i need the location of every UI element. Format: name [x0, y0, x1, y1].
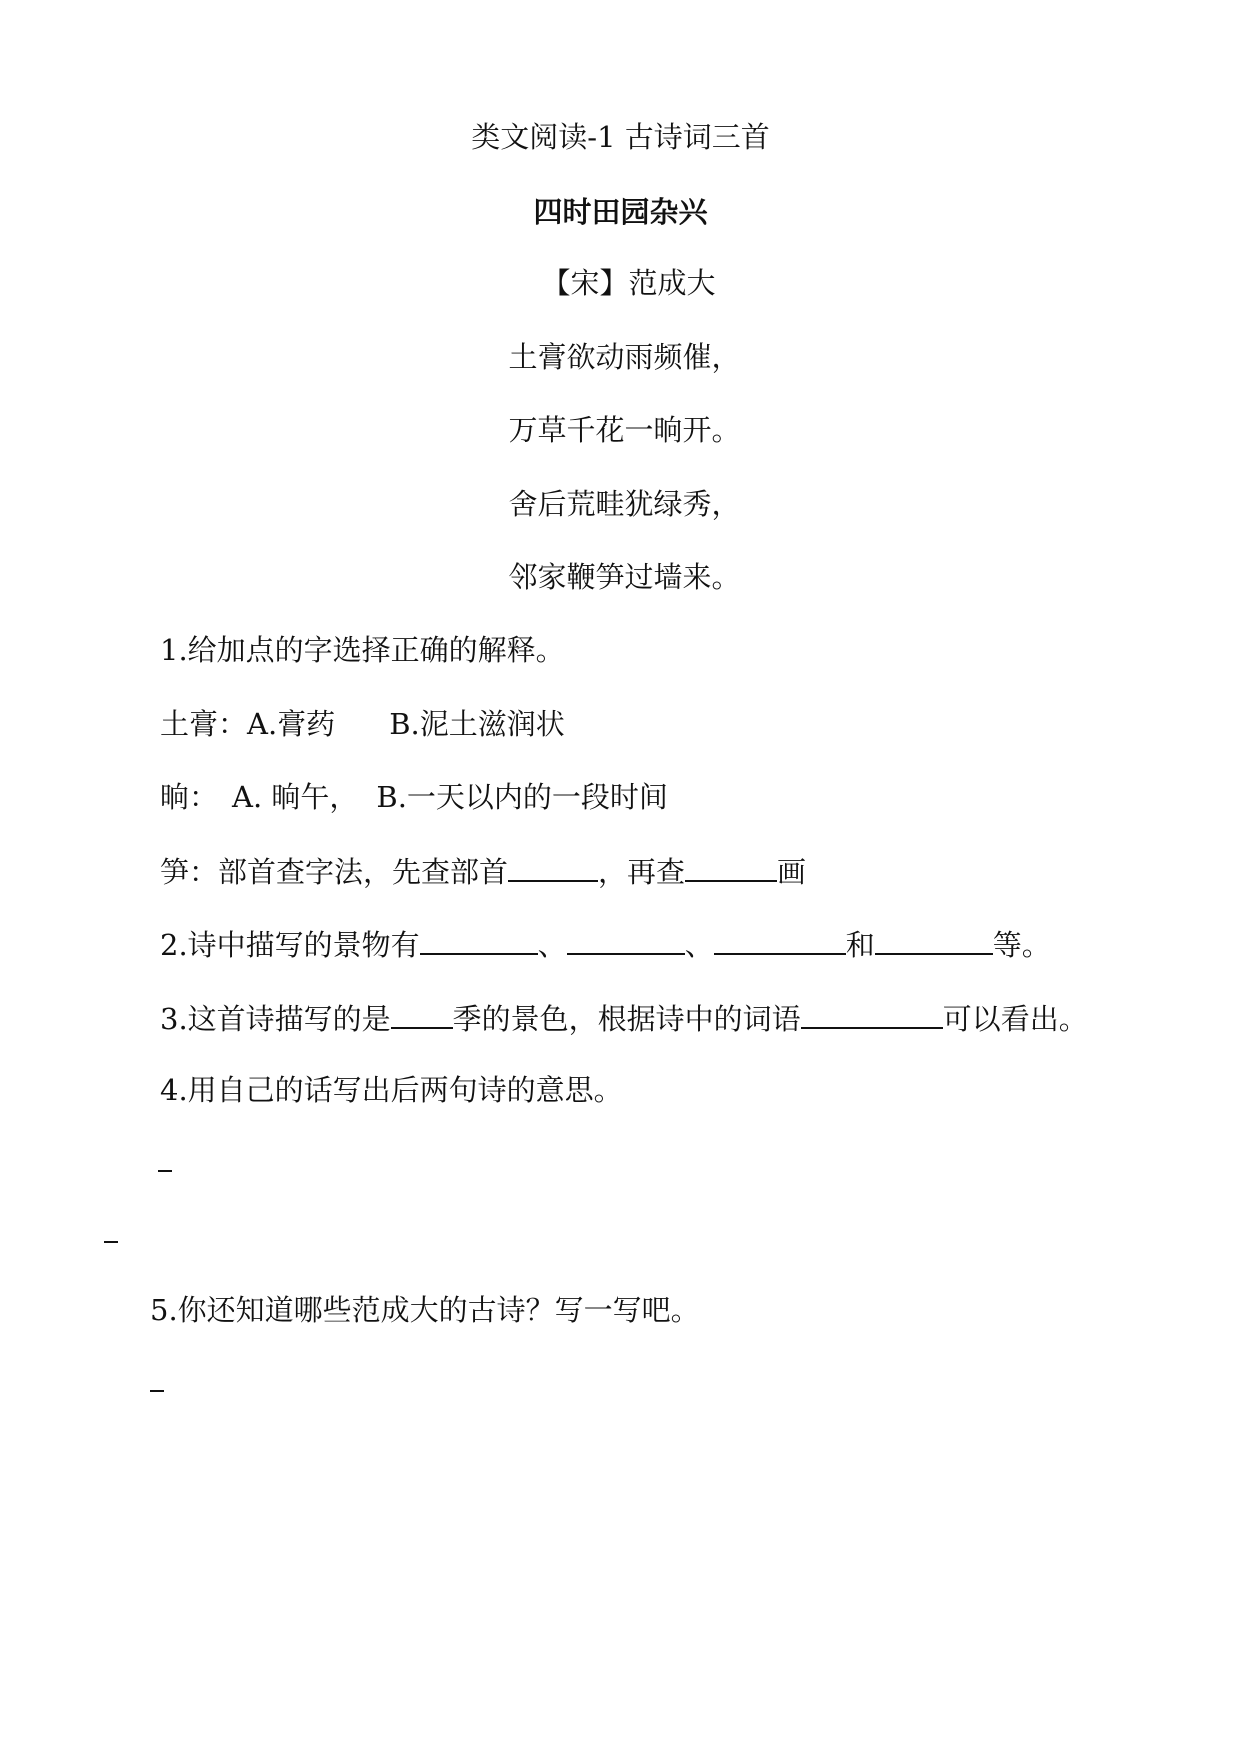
poem-title: 四时田园杂兴	[533, 195, 708, 229]
q2-separator-1: 、	[537, 928, 567, 962]
poem-line-1: 土膏欲动雨频催，	[508, 340, 741, 374]
q1-item-tugao-term: 土膏：	[160, 707, 248, 741]
q2-blank-1[interactable]	[420, 923, 538, 955]
q3-text-2: 季的景色，根据诗中的词语	[452, 1002, 801, 1036]
worksheet-header: 类文阅读-1 古诗词三首	[471, 120, 770, 154]
q4-answer-line-2[interactable]	[104, 1241, 118, 1243]
q2-blank-4[interactable]	[875, 923, 993, 955]
q2-line	[160, 923, 1051, 965]
q3-season-blank[interactable]	[391, 997, 453, 1029]
q3-line	[160, 997, 1088, 1039]
q4-answer-line-1[interactable]	[158, 1170, 172, 1172]
q3-words-blank[interactable]	[801, 997, 943, 1029]
q1-item-sun-term: 笋：	[160, 855, 219, 889]
q1-item-tugao-option-b: B.泥土滋润状	[389, 707, 565, 741]
q3-text-3: 可以看出。	[942, 1002, 1088, 1036]
q1-item-shang-option-a: A. 晌午，	[232, 780, 359, 814]
q3-text: 3.这首诗描写的是	[160, 1002, 391, 1036]
q2-end: 等。	[992, 928, 1051, 962]
poem-line-2: 万草千花一晌开。	[508, 413, 741, 447]
q1-item-sun-text-3: 画	[777, 855, 807, 889]
q2-blank-2[interactable]	[567, 923, 685, 955]
q1-item-sun-text-2: ，再查	[598, 855, 686, 889]
q1-item-tugao-option-a: A.膏药	[247, 707, 336, 741]
q1-item-shang-option-b: B.一天以内的一段时间	[376, 780, 668, 814]
poem-author: 【宋】范成大	[541, 266, 716, 300]
q1-item-sun	[160, 850, 806, 892]
q2-separator-3: 和	[845, 928, 875, 962]
q2-text: 2.诗中描写的景物有	[160, 928, 420, 962]
q2-separator-2: 、	[684, 928, 714, 962]
q1-stroke-count-blank[interactable]	[685, 850, 777, 882]
q5-answer-line[interactable]	[150, 1390, 164, 1392]
q1-item-shang	[160, 777, 668, 817]
poem-line-3: 舍后荒畦犹绿秀，	[508, 487, 741, 521]
q1-item-tugao	[160, 704, 565, 744]
q1-radical-blank[interactable]	[508, 850, 598, 882]
poem-line-4: 邻家鞭笋过墙来。	[508, 560, 741, 594]
q2-blank-3[interactable]	[714, 923, 846, 955]
q4-prompt: 4.用自己的话写出后两句诗的意思。	[160, 1073, 623, 1107]
q1-item-shang-term: 晌：	[160, 780, 219, 814]
q1-item-sun-text: 部首查字法，先查部首	[218, 855, 509, 889]
q1-prompt: 1.给加点的字选择正确的解释。	[160, 633, 565, 667]
q5-prompt: 5.你还知道哪些范成大的古诗？写一写吧。	[150, 1293, 700, 1327]
